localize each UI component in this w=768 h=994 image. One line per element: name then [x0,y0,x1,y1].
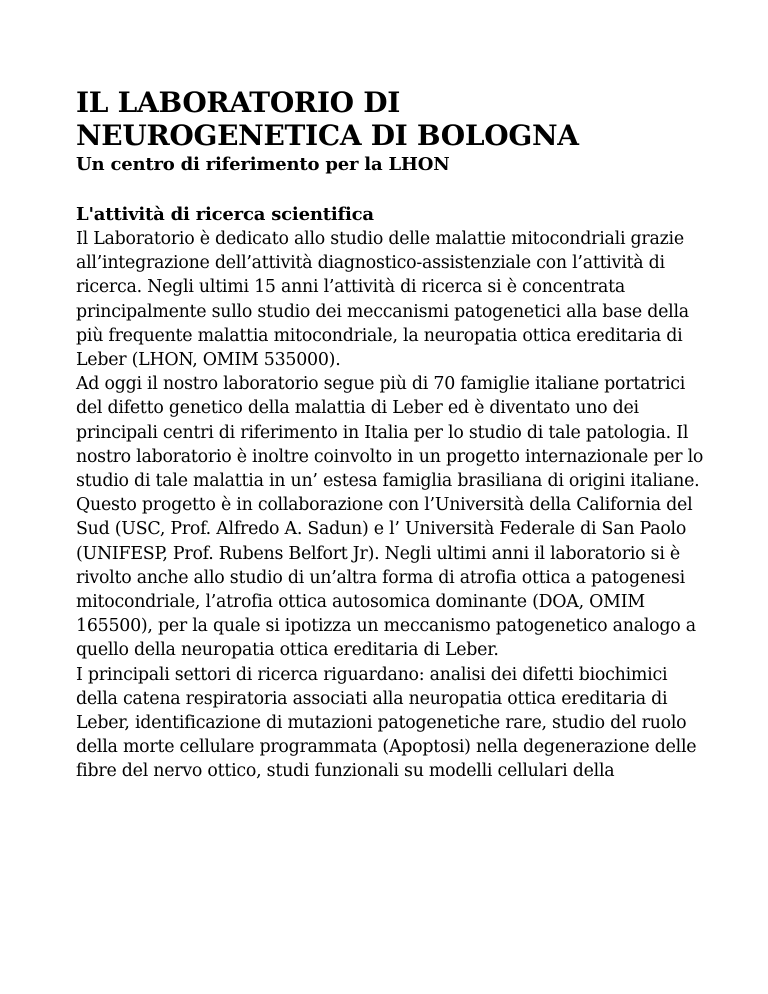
paragraph-intro: Il Laboratorio è dedicato allo studio delle malattie mitocondriali grazie all’integrazione dell’attività diagnostico-assistenziale con l’attività di ricerca. Negli ultimi 15 anni l’attività di ricerca si è concentrata principalmente sullo studio dei meccanismi patogenetici alla base della più frequente malattia mitocondriale, la neuropatia ottica ereditaria di Leber (LHON, OMIM 535000). [76,229,689,371]
document-subtitle: Un centro di riferimento per la LHON [76,154,450,175]
paragraph-research-areas: I principali settori di ricerca riguardano: analisi dei difetti biochimici della catena respiratoria associati alla neuropatia ottica ereditaria di Leber, identificazione di mutazioni patogenetiche rare, studio del ruolo della morte cellulare programmata (Apoptosi) nella degenerazione delle fibre del nervo ottico, studi funzionali su modelli cellulari della [76,664,697,782]
title-line-1: IL LABORATORIO DI [76,86,400,119]
section-heading: L'attività di ricerca scientifica [76,204,374,225]
title-line-2: NEUROGENETICA DI BOLOGNA [76,119,579,152]
document-title [76,86,706,152]
paragraph-families: Ad oggi il nostro laboratorio segue più di 70 famiglie italiane portatrici del difetto genetico della malattia di Leber ed è diventato uno dei principali centri di riferimento in Italia per lo studio di tale patologia. Il nostro laboratorio è inoltre coinvolto in un progetto internazionale per lo studio di tale malattia in un’ estesa famiglia brasiliana di origini italiane. Questo progetto è in collaborazione con l’Università della California del Sud (USC, Prof. Alfredo A. Sadun) e l’ Università Federale di San Paolo (UNIFESP, Prof. Rubens Belfort Jr). Negli ultimi anni il laboratorio si è rivolto anche allo studio di un’altra forma di atrofia ottica a patogenesi mitocondriale, l’atrofia ottica autosomica dominante (DOA, OMIM 165500), per la quale si ipotizza un meccanismo patogenetico analogo a quello della neuropatia ottica ereditaria di Leber. [76,374,704,661]
document-page [76,86,706,784]
